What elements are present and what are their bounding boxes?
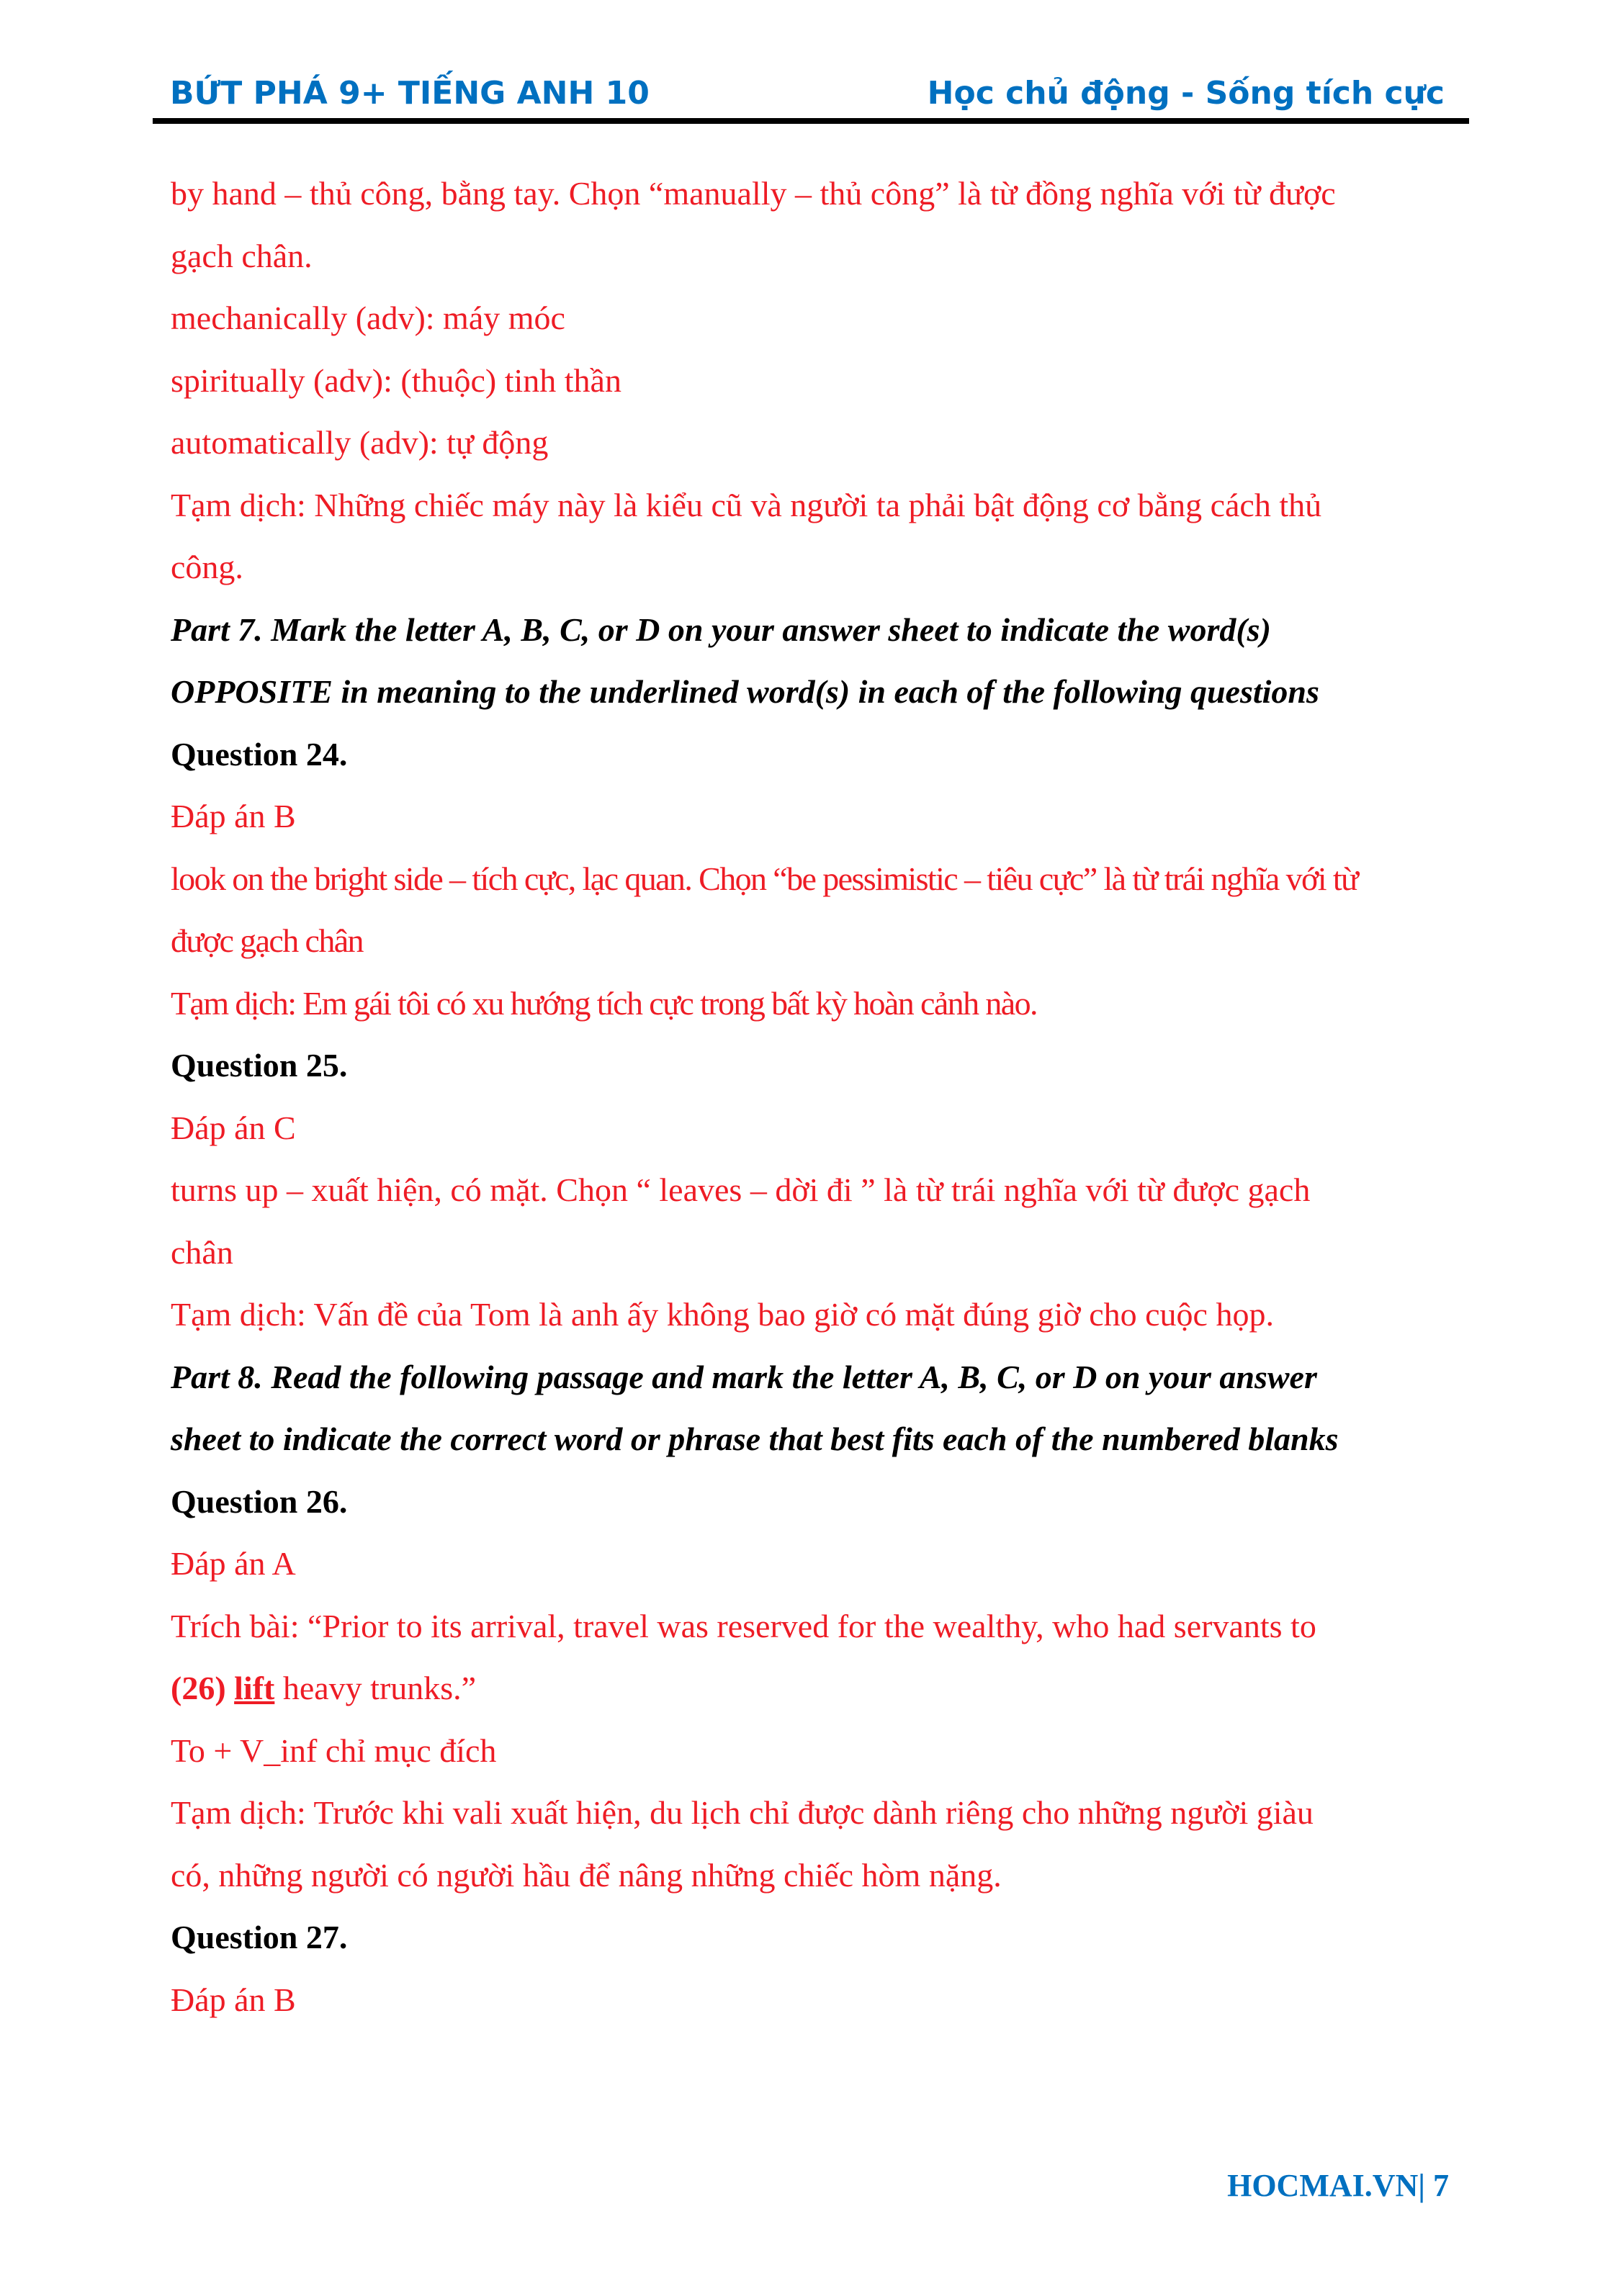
part-8-instruction: Part 8. Read the following passage and mark the letter A, B, C, or D on your answer [171,1358,1317,1395]
translation-line: công. [171,549,243,585]
part-7-instruction: OPPOSITE in meaning to the underlined word(s) in each of the following questions [171,673,1319,710]
explanation-line: by hand – thủ công, bằng tay. Chọn “manually – thủ công” là từ đồng nghĩa với từ được [171,175,1336,212]
question-24-explanation: được gạch chân [171,922,363,959]
vocab-line: spiritually (adv): (thuộc) tinh thần [171,361,621,399]
question-27-heading: Question 27. [171,1919,348,1955]
explanation-line: gạch chân. [171,237,313,274]
header-slogan: Học chủ động - Sống tích cực [927,75,1445,112]
quote-remainder: heavy trunks.” [274,1670,477,1706]
question-24-explanation: look on the bright side – tích cực, lạc quan. Chọn “be pessimistic – tiêu cực” là từ trái nghĩa với từ [171,860,1358,897]
part-8-instruction: sheet to indicate the correct word or phrase that best fits each of the numbered blanks [171,1421,1339,1457]
question-26-heading: Question 26. [171,1482,348,1520]
question-25-explanation: chân [171,1233,233,1271]
translation-line: Tạm dịch: Những chiếc máy này là kiểu cũ và người ta phải bật động cơ bằng cách thủ [171,486,1322,523]
question-27-answer: Đáp án B [171,1981,296,2018]
question-26-grammar-note: To + V_inf chỉ mục đích [171,1732,497,1769]
vocab-line: automatically (adv): tự động [171,424,549,461]
header-course-title: BỨT PHÁ 9+ TIẾNG ANH 10 [170,75,650,112]
question-24-translation: Tạm dịch: Em gái tôi có xu hướng tích cực trong bất kỳ hoàn cảnh nào. [171,984,1037,1022]
page-header [153,69,1469,120]
vocab-line: mechanically (adv): máy móc [171,300,565,336]
question-25-translation: Tạm dịch: Vấn đề của Tom là anh ấy không bao giờ có mặt đúng giờ cho cuộc họp. [171,1296,1274,1333]
question-25-explanation: turns up – xuất hiện, có mặt. Chọn “ leaves – dời đi ” là từ trái nghĩa với từ được gạch [171,1171,1311,1208]
answer-explanations [171,163,1460,2031]
part-7-instruction: Part 7. Mark the letter A, B, C, or D on your answer sheet to indicate the word(s) [171,611,1271,648]
page-footer: HOCMAI.VN| 7 [1227,2168,1449,2203]
blank-number: (26) [171,1670,226,1706]
question-26-translation: Tạm dịch: Trước khi vali xuất hiện, du lịch chỉ được dành riêng cho những người giàu [171,1794,1314,1831]
question-26-quote: Trích bài: “Prior to its arrival, travel was reserved for the wealthy, who had servants to [171,1607,1316,1644]
question-26-translation: có, những người có người hầu để nâng những chiếc hòm nặng. [171,1856,1002,1894]
header-divider [153,118,1469,124]
question-26-answer: Đáp án A [171,1545,296,1582]
underlined-answer-word: lift [234,1670,275,1706]
question-24-answer: Đáp án B [171,798,296,834]
question-24-heading: Question 24. [171,735,348,773]
question-26-quote [171,1657,1460,1720]
question-25-answer: Đáp án C [171,1109,296,1146]
question-25-heading: Question 25. [171,1047,348,1084]
